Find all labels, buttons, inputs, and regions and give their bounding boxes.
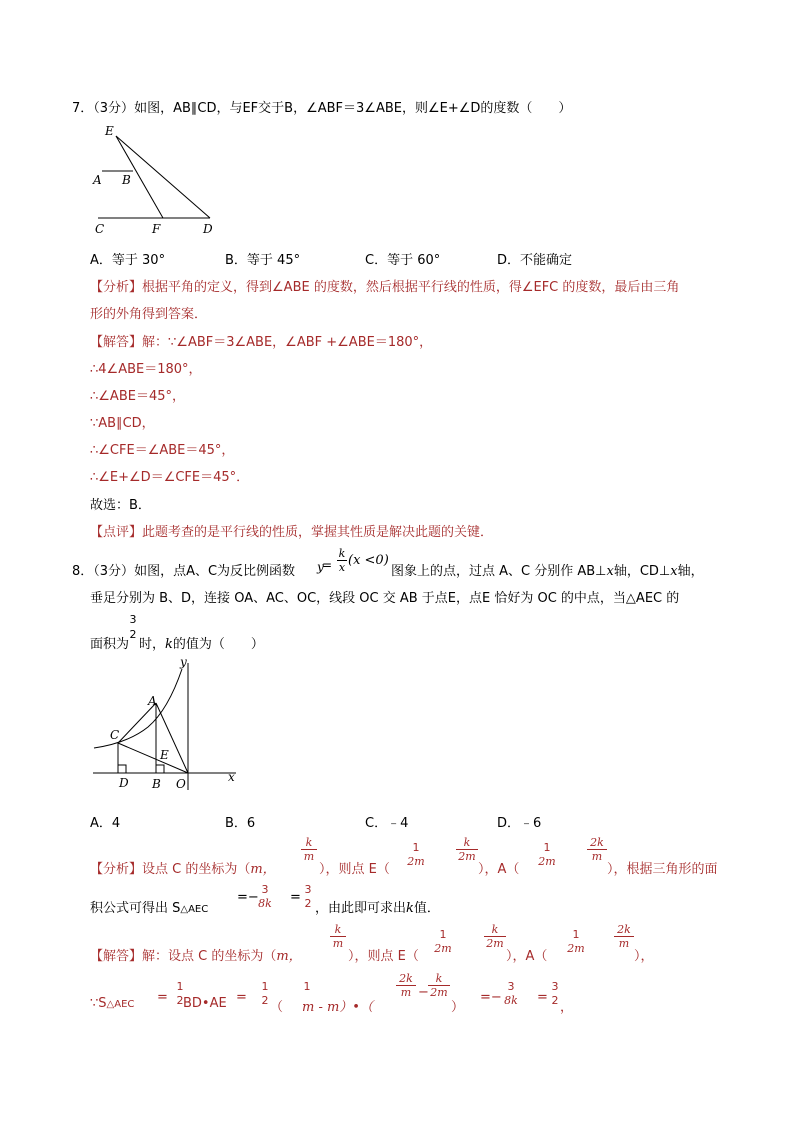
q8-figure — [88, 655, 248, 795]
q7-option-c: C．等于 60° — [365, 253, 441, 268]
q8-analysis-frac-3-8k: 3 8k — [258, 883, 272, 910]
q8-analysis-frac-1-2m-b: 1 2m — [538, 841, 556, 868]
q8-analysis-line2b: ，由此即可求出k值． — [315, 901, 440, 916]
q8-analysis-d: ），根据三角形的面 — [607, 862, 718, 877]
q7-stem-text: 如图，AB∥CD，与EF交于B，∠ABF＝3∠ABE，则∠E+∠D的度数（ ） — [134, 101, 572, 116]
q8-stem-line3a: 面积为 — [90, 637, 130, 652]
q8-score: （3分） — [93, 564, 135, 579]
q7-analysis-tag: 【分析】 — [90, 280, 143, 295]
q7-score: （3分） — [93, 101, 135, 116]
q8-func-eq: = — [322, 558, 333, 572]
q8-stem-line3b: 时，k的值为（ ） — [139, 637, 264, 652]
label-E: E — [160, 748, 169, 762]
q8-func-cond: (x <0) — [348, 553, 389, 568]
right-angle-B — [156, 765, 164, 773]
q8-stem-line2: 垂足分别为 B、D，连接 OA、AC、OC，线段 OC 交 AB 于点E，点E 恰好为 OC 的中点，当△AEC 的 — [90, 591, 680, 606]
q8-answer-frac-1-2m-b: 1 2m — [567, 928, 585, 955]
q7-option-b: B．等于 45° — [225, 253, 301, 268]
q7-number: 7． — [72, 101, 94, 116]
q8-answer-frac-2k-m: 2k m — [614, 924, 634, 949]
label-F: F — [152, 222, 161, 236]
q8-last-frac-1-2: 1 2 — [176, 980, 184, 1007]
q8-analysis-eq1: =− — [237, 890, 259, 905]
label-y: y — [180, 655, 187, 669]
q7-answer-line2: ∴4∠ABE＝180°， — [90, 362, 202, 377]
q8-analysis-b: ），则点 E（ — [319, 862, 390, 877]
q8-analysis-frac-3-2: 3 2 — [304, 883, 312, 910]
q7-answer-line6: ∴∠E+∠D＝∠CFE＝45°． — [90, 470, 250, 485]
q8-last-eq4: = — [537, 990, 548, 1005]
q7-answer-line3: ∴∠ABE＝45°， — [90, 389, 185, 404]
q7-choice: 故选：B． — [90, 498, 151, 513]
q8-answer-frac-k-m: k m — [330, 924, 346, 949]
q8-analysis-eq2: = — [290, 890, 301, 905]
q8-last-frac-2k-m: 2k m — [396, 973, 416, 998]
q8-last-eq2: = — [236, 990, 247, 1005]
q8-area-fraction: 3 2 — [129, 613, 137, 641]
q8-answer-frac-k-2m: k 2m — [484, 924, 506, 949]
q8-answer-c: ），A（ — [506, 949, 548, 964]
q8-option-d: D．﹣6 — [497, 816, 542, 831]
q8-answer-frac-1-2m: 1 2m — [434, 928, 452, 955]
q8-analysis-tag: 【分析】 — [90, 862, 143, 877]
q7-comment: 【点评】此题考查的是平行线的性质，掌握其性质是解决此题的关键． — [90, 525, 494, 540]
q7-answer-line5: ∴∠CFE＝∠ABE＝45°， — [90, 443, 235, 458]
q7-option-d: D．不能确定 — [497, 253, 573, 268]
label-D: D — [203, 222, 213, 236]
label-B: B — [122, 173, 131, 187]
q8-last-bd: BD•AE — [183, 996, 227, 1011]
q7-stem — [72, 97, 571, 116]
q7-figure — [88, 118, 228, 238]
q8-option-a: A．4 — [90, 816, 121, 831]
q8-last-close: ） — [451, 1000, 465, 1015]
q7-comment-tag: 【点评】 — [90, 525, 143, 540]
line-AO — [156, 703, 188, 773]
q8-func-y: y — [317, 560, 324, 574]
q8-analysis-line1a: 【分析】设点 C 的坐标为（m， — [90, 862, 276, 877]
q8-last-paren: （ — [270, 1000, 284, 1015]
label-O: O — [176, 777, 186, 791]
label-A: A — [148, 694, 157, 708]
hyperbola-curve — [94, 669, 182, 748]
label-B: B — [152, 777, 161, 791]
label-x: x — [228, 770, 235, 784]
q8-func-fraction: k x — [338, 547, 346, 574]
q8-number: 8． — [72, 564, 94, 579]
q8-last-eq: = — [157, 990, 168, 1005]
q7-answer-line4: ∵AB∥CD， — [90, 416, 155, 431]
line-CO — [118, 743, 188, 773]
q8-analysis-frac-1-2m: 1 2m — [407, 841, 425, 868]
q8-analysis-c: ），A（ — [478, 862, 520, 877]
label-C: C — [110, 728, 120, 742]
q8-last-frac-1-2-b: 1 2 — [261, 980, 269, 1007]
q8-stem-line1: 8．（3分）如图，点A、C为反比例函数 — [72, 564, 296, 579]
q8-last-frac-k-2m: k 2m — [428, 973, 450, 998]
q8-answer-line1a: 【解答】解：设点 C 的坐标为（m， — [90, 949, 302, 964]
q8-answer-b: ），则点 E（ — [348, 949, 419, 964]
q8-answer-d: ）， — [634, 949, 654, 964]
label-C: C — [95, 222, 105, 236]
q7-option-a: A．等于 30° — [90, 253, 166, 268]
q7-answer-line1: 【解答】解：∵∠ABF＝3∠ABE，∠ABF +∠ABE＝180°， — [90, 335, 433, 350]
q8-analysis-frac-k-2m: k 2m — [456, 837, 478, 862]
q8-last-minus: − — [418, 985, 429, 1000]
right-angle-D — [118, 765, 126, 773]
q7-answer-tag: 【解答】 — [90, 335, 143, 350]
label-A: A — [93, 173, 102, 187]
q7-analysis-line2: 形的外角得到答案． — [90, 307, 208, 322]
q8-answer-tag: 【解答】 — [90, 949, 143, 964]
q8-last-frac-3-8k: 3 8k — [504, 980, 518, 1007]
q8-analysis-frac-k-m: k m — [301, 837, 317, 862]
label-E: E — [105, 124, 114, 138]
line-CA — [118, 703, 156, 743]
label-D: D — [119, 776, 129, 790]
q8-analysis-frac-2k-m: 2k m — [587, 837, 607, 862]
q7-analysis-line1: 【分析】根据平角的定义，得到∠ABE 的度数，然后根据平行线的性质，得∠EFC 的度数，最后由三角 — [90, 280, 680, 295]
q8-last-frac-1-2m: 1 — [303, 980, 311, 993]
q8-last-end: ， — [560, 1000, 574, 1015]
q8-last-eq3: =− — [480, 990, 502, 1005]
q8-option-b: B．6 — [225, 816, 256, 831]
q8-last-a: ∵S△AEC — [90, 996, 135, 1011]
q8-option-c: C．﹣4 — [365, 816, 409, 831]
q8-last-minus-m: m - m）•（ — [302, 1000, 373, 1015]
q8-analysis-line2a: 积公式可得出 S△AEC — [90, 901, 209, 916]
q8-stem-line1-rest: 图象上的点，过点 A、C 分别作 AB⊥x轴，CD⊥x轴， — [391, 564, 704, 579]
q8-last-frac-3-2: 3 2 — [551, 980, 559, 1007]
